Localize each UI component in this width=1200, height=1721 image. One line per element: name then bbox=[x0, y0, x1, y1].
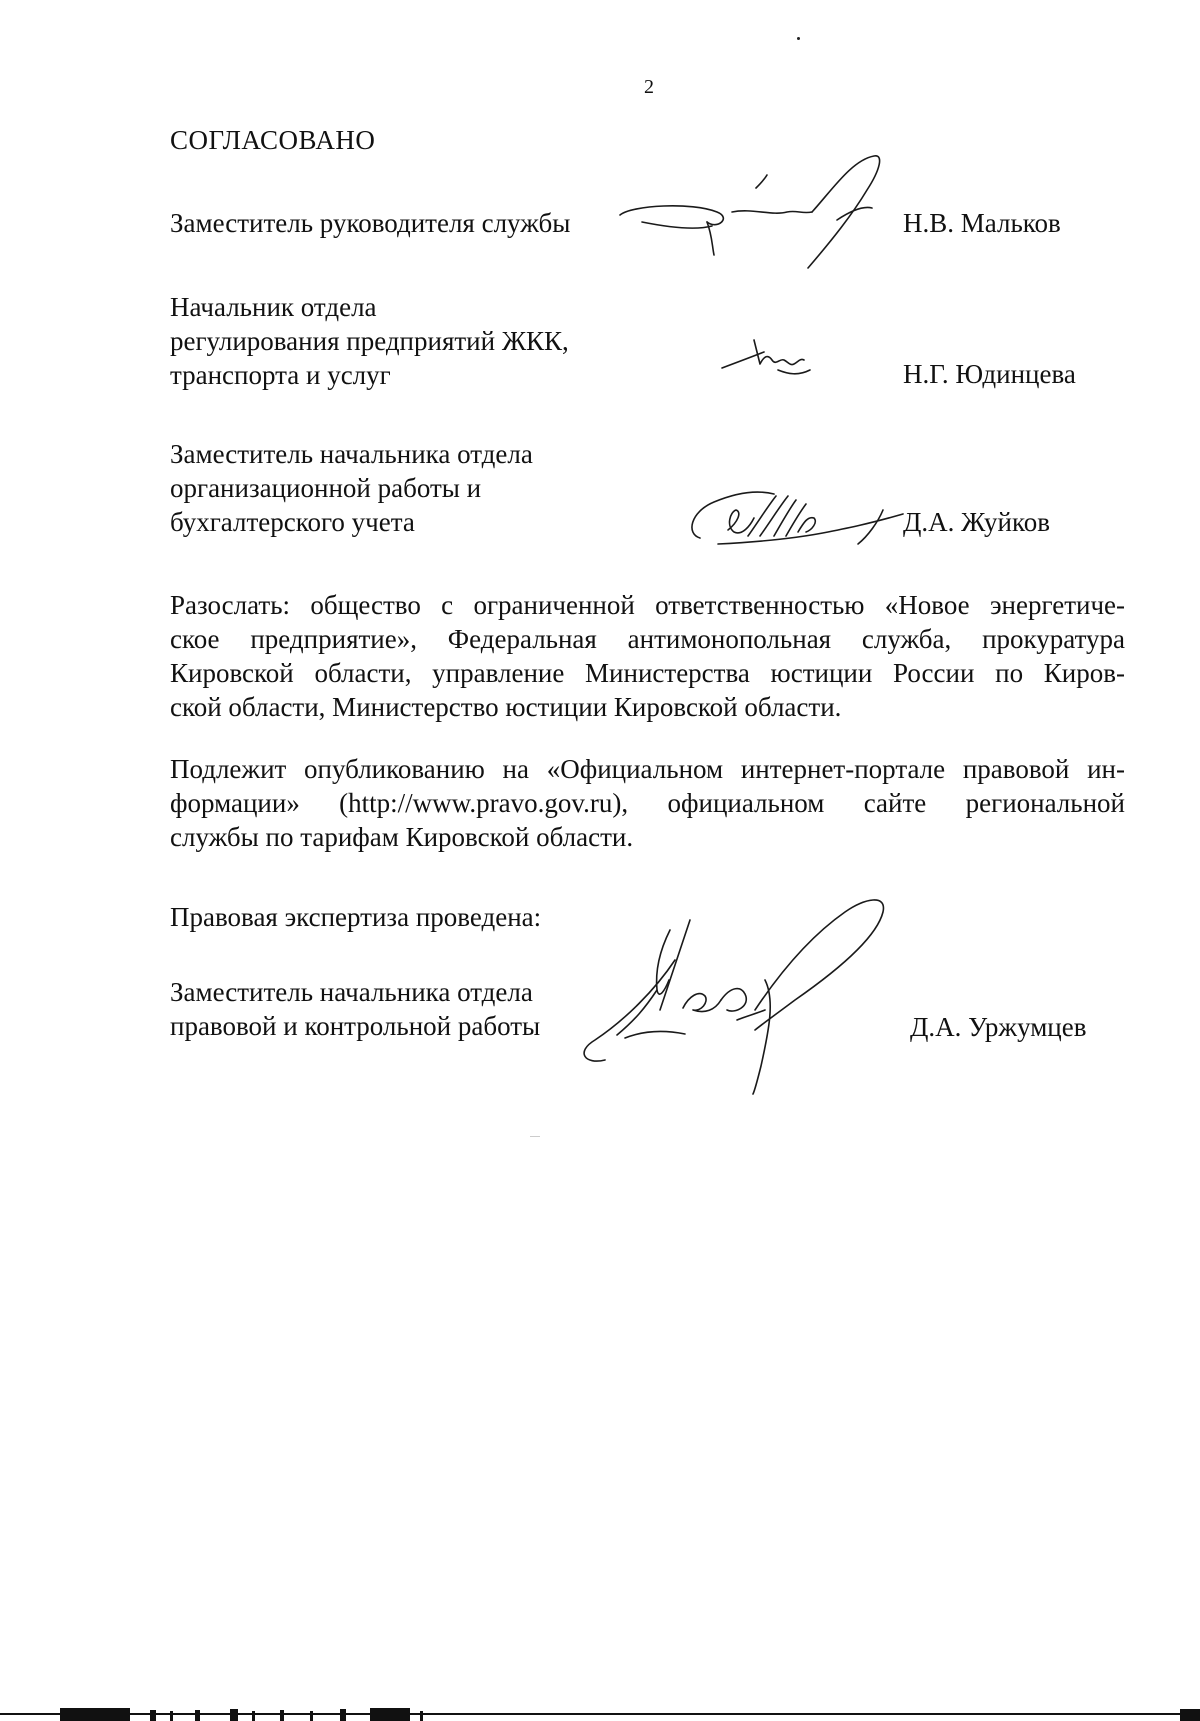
legal-review-name: Д.А. Уржумцев bbox=[910, 1012, 1087, 1042]
distribution-line: ской области, Министерство юстиции Кировской области. bbox=[170, 692, 842, 722]
signatory-3-title-line: бухгалтерского учета bbox=[170, 507, 415, 537]
legal-review-title-line: правовой и контрольной работы bbox=[170, 1011, 541, 1041]
publication-line: формации» (http://www.pravo.gov.ru), официальном сайте региональной bbox=[170, 788, 1125, 818]
approval-heading: СОГЛАСОВАНО bbox=[170, 125, 376, 155]
distribution-line: ское предприятие», Федеральная антимонопольная служба, прокуратура bbox=[170, 624, 1125, 654]
legal-review-label: Правовая экспертиза проведена: bbox=[170, 902, 542, 932]
scan-artifact-line bbox=[530, 1136, 540, 1137]
scan-edge-strip bbox=[0, 1704, 1200, 1721]
signatory-1-title-line: Заместитель руководителя службы bbox=[170, 208, 571, 238]
scan-dot bbox=[797, 37, 800, 40]
signature-3-icon bbox=[678, 482, 908, 552]
signatory-2-title-line: транспорта и услуг bbox=[170, 360, 391, 390]
publication-line: службы по тарифам Кировской области. bbox=[170, 822, 634, 852]
signature-1-icon bbox=[612, 150, 932, 280]
signature-2-icon bbox=[718, 330, 828, 390]
legal-review-title bbox=[170, 975, 540, 1043]
signatory-3-title bbox=[170, 437, 533, 539]
signatory-3-name: Д.А. Жуйков bbox=[903, 507, 1050, 537]
legal-review-title-line: Заместитель начальника отдела bbox=[170, 977, 533, 1007]
signatory-2-title-line: Начальник отдела bbox=[170, 292, 377, 322]
publication-paragraph bbox=[170, 752, 1125, 854]
signatory-2-title-line: регулирования предприятий ЖКК, bbox=[170, 326, 569, 356]
signatory-3-title-line: Заместитель начальника отдела bbox=[170, 439, 533, 469]
distribution-paragraph bbox=[170, 588, 1125, 724]
page-number: 2 bbox=[644, 76, 654, 98]
signatory-2-name: Н.Г. Юдинцева bbox=[903, 359, 1076, 389]
publication-line: Подлежит опубликованию на «Официальном интернет-портале правовой ин- bbox=[170, 754, 1125, 784]
signatory-3-title-line: организационной работы и bbox=[170, 473, 482, 503]
signatory-1-title bbox=[170, 206, 570, 240]
distribution-line: Кировской области, управление Министерства юстиции России по Киров- bbox=[170, 658, 1125, 688]
signatory-2-title bbox=[170, 290, 569, 392]
signatory-1-name: Н.В. Мальков bbox=[903, 208, 1061, 238]
distribution-line: Разослать: общество с ограниченной ответственностью «Новое энергетиче- bbox=[170, 590, 1125, 620]
signature-4-icon bbox=[565, 890, 925, 1100]
